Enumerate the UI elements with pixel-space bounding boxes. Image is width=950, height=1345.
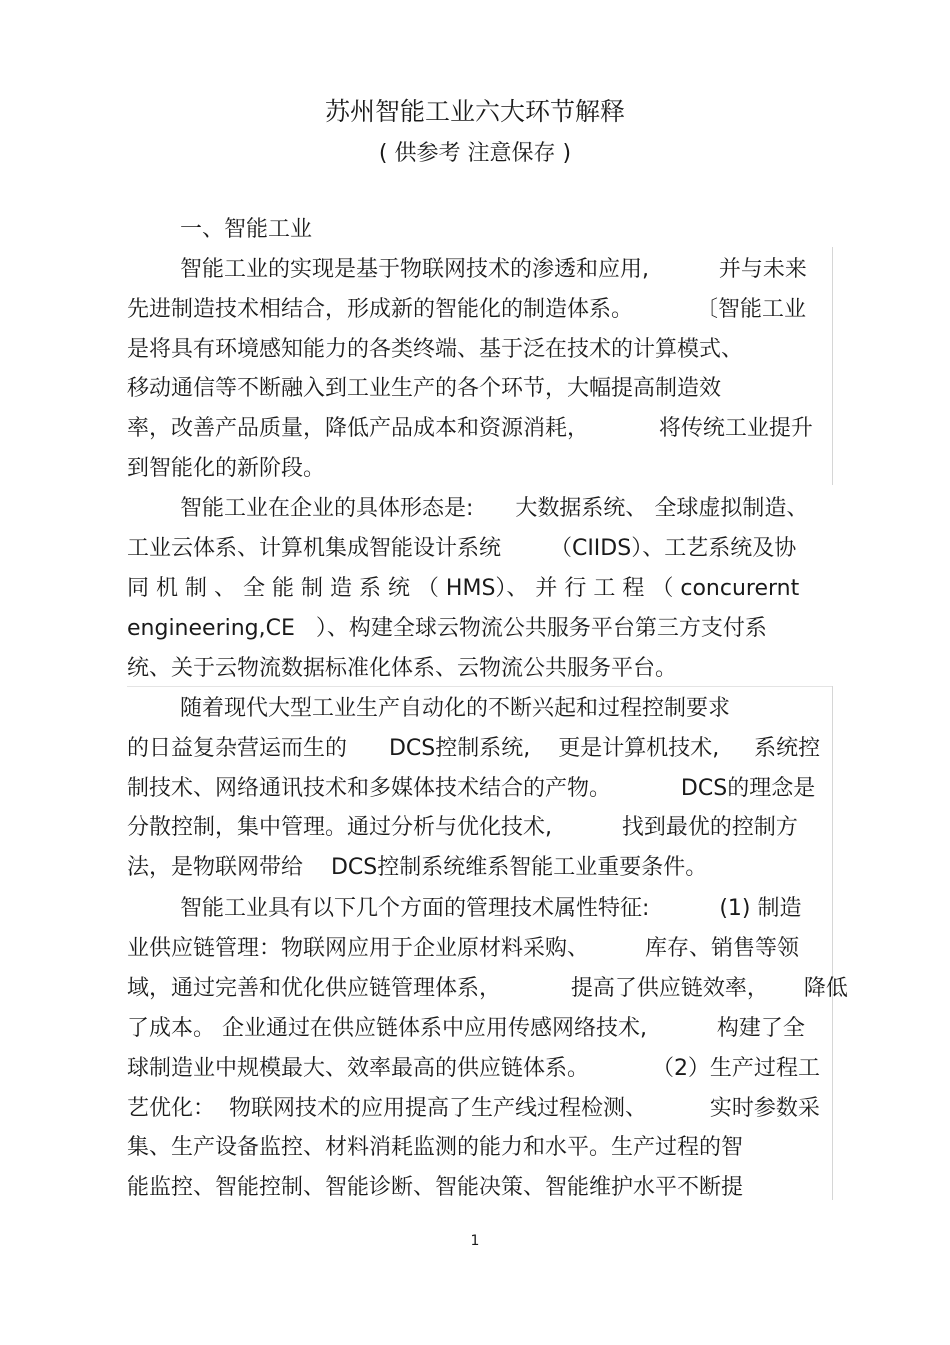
- paragraph-line: 的日益复杂营运而生的 DCS控制系统, 更是计算机技术, 系统控: [127, 736, 821, 761]
- frame-line-right-2: [832, 686, 833, 1200]
- paragraph-line: 先进制造技术相结合，形成新的智能化的制造体系。 〔智能工业: [127, 297, 806, 322]
- paragraph-line: 智能工业具有以下几个方面的管理技术属性特征: (1) 制造: [180, 896, 802, 921]
- section-heading: 一、智能工业: [180, 217, 313, 242]
- paragraph-line: 能监控、智能控制、智能诊断、智能决策、智能维护水平不断提: [127, 1175, 744, 1200]
- paragraph-line: 是将具有环境感知能力的各类终端、基于泛在技术的计算模式、: [127, 337, 744, 362]
- paragraph-line: 球制造业中规模最大、效率最高的供应链体系。 （2）生产过程工: [127, 1056, 820, 1081]
- paragraph-line: 到智能化的新阶段。: [127, 456, 326, 481]
- paragraph-line: 同 机 制 、 全 能 制 造 系 统 （ HMS）、 并 行 工 程 （ concurernt: [127, 576, 800, 601]
- paragraph-line: 集、生产设备监控、材料消耗监测的能力和水平。生产过程的智: [127, 1135, 744, 1160]
- paragraph-line: engineering,CE ）、构建全球云物流公共服务平台第三方支付系: [127, 616, 767, 641]
- page-number: 1: [470, 1233, 480, 1249]
- paragraph-line: 法，是物联网带给 DCS控制系统维系智能工业重要条件。: [127, 855, 708, 880]
- frame-line-right-1: [832, 247, 833, 485]
- paragraph-line: 率，改善产品质量，降低产品成本和资源消耗， 将传统工业提升: [127, 416, 813, 441]
- frame-line-top-2: [127, 686, 833, 687]
- paragraph-line: 工业云体系、计算机集成智能设计系统 （CIIDS）、工艺系统及协: [127, 536, 797, 561]
- paragraph-line: 智能工业在企业的具体形态是: 大数据系统、 全球虚拟制造、: [180, 496, 809, 521]
- paragraph-line: 统、关于云物流数据标准化体系、云物流公共服务平台。: [127, 656, 678, 681]
- page-title: 苏州智能工业六大环节解释: [324, 97, 625, 126]
- paragraph-line: 业供应链管理：物联网应用于企业原材料采购、 库存、销售等领: [127, 936, 799, 961]
- paragraph-line: 域，通过完善和优化供应链管理体系， 提高了供应链效率， 降低: [127, 976, 848, 1001]
- paragraph-line: 移动通信等不断融入到工业生产的各个环节，大幅提高制造效: [127, 376, 722, 401]
- paragraph-line: 随着现代大型工业生产自动化的不断兴起和过程控制要求: [180, 696, 731, 721]
- paragraph-line: 了成本。 企业通过在供应链体系中应用传感网络技术, 构建了全: [127, 1016, 805, 1041]
- paragraph-line: 艺优化： 物联网技术的应用提高了生产线过程检测、 实时参数采: [127, 1096, 820, 1121]
- paragraph-line: 分散控制，集中管理。通过分析与优化技术, 找到最优的控制方: [127, 815, 798, 840]
- page-subtitle: ( 供参考 注意保存 ): [378, 141, 572, 166]
- paragraph-line: 智能工业的实现是基于物联网技术的渗透和应用, 并与未来: [180, 257, 807, 282]
- paragraph-line: 制技术、网络通讯技术和多媒体技术结合的产物。 DCS的理念是: [127, 776, 816, 801]
